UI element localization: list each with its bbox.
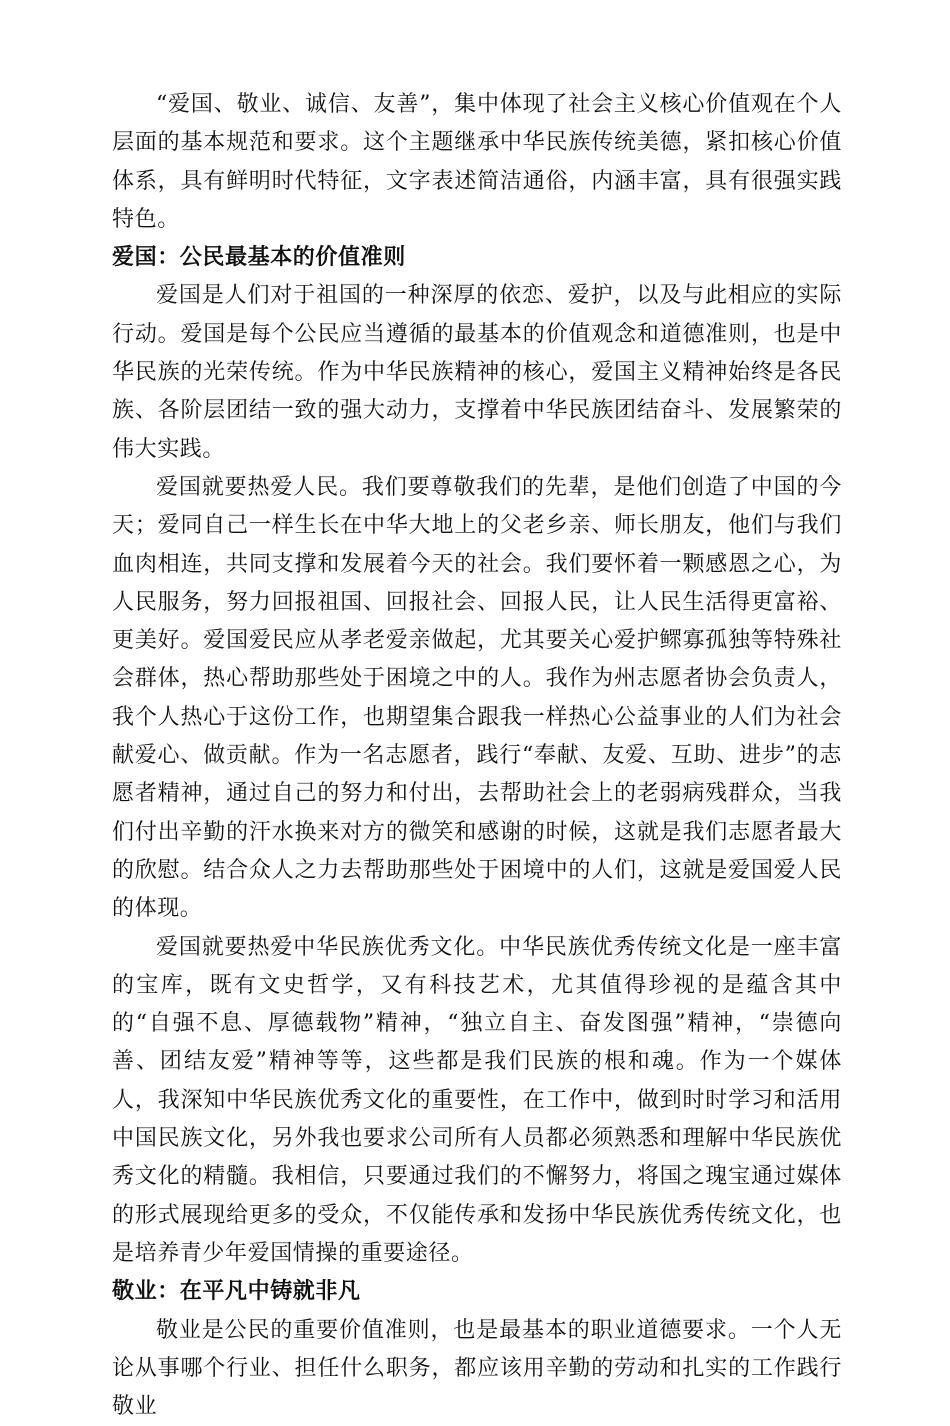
patriotism-paragraph-2: 爱国就要热爱人民。我们要尊敬我们的先辈，是他们创造了中国的今天；爱同自己一样生长在中华大地上的父老乡亲、师长朋友，他们与我们血肉相连，共同支撑和发展着今天的社会。我们要怀着一颗感恩之心，为人民服务，努力回报祖国、回报社会、回报人民，让人民生活得更富裕、更美好。爱国爱民应从孝老爱亲做起，尤其要关心爱护鳏寡孤独等特殊社会群体，热心帮助那些处于困境之中的人。我作为州志愿者协会负责人，我个人热心于这份工作，也期望集合跟我一样热心公益事业的人们为社会献爱心、做贡献。作为一名志愿者，践行“奉献、友爱、互助、进步”的志愿者精神，通过自己的努力和付出，去帮助社会上的老弱病残群众，当我们付出辛勤的汗水换来对方的微笑和感谢的时候，这就是我们志愿者最大的欣慰。结合众人之力去帮助那些处于困境中的人们，这就是爱国爱人民的体现。 <box>112 469 842 929</box>
patriotism-paragraph-3: 爱国就要热爱中华民族优秀文化。中华民族优秀传统文化是一座丰富的宝库，既有文史哲学，又有科技艺术，尤其值得珍视的是蕴含其中的“自强不息、厚德载物”精神，“独立自主、奋发图强”精神，“崇德向善、团结友爱”精神等等，这些都是我们民族的根和魂。作为一个媒体人，我深知中华民族优秀文化的重要性，在工作中，做到时时学习和活用中国民族文化，另外我也要求公司所有人员都必须熟悉和理解中华民族优秀文化的精髓。我相信，只要通过我们的不懈努力，将国之瑰宝通过媒体的形式展现给更多的受众，不仅能传承和发扬中华民族优秀传统文化，也是培养青少年爱国情操的重要途径。 <box>112 929 842 1274</box>
intro-paragraph: “爱国、敬业、诚信、友善”，集中体现了社会主义核心价值观在个人层面的基本规范和要求。这个主题继承中华民族传统美德，紧扣核心价值体系，具有鲜明时代特征，文字表述简洁通俗，内涵丰富，具有很强实践特色。 <box>112 86 842 239</box>
section-heading-dedication: 敬业：在平凡中铸就非凡 <box>112 1273 842 1311</box>
document-page <box>112 86 842 1426</box>
patriotism-paragraph-1: 爱国是人们对于祖国的一种深厚的依恋、爱护，以及与此相应的实际行动。爱国是每个公民应当遵循的最基本的价值观念和道德准则，也是中华民族的光荣传统。作为中华民族精神的核心，爱国主义精神始终是各民族、各阶层团结一致的强大动力，支撑着中华民族团结奋斗、发展繁荣的伟大实践。 <box>112 277 842 468</box>
section-heading-patriotism: 爱国：公民最基本的价值准则 <box>112 239 842 277</box>
dedication-paragraph-1: 敬业是公民的重要价值准则，也是最基本的职业道德要求。一个人无论从事哪个行业、担任什么职务，都应该用辛勤的劳动和扎实的工作践行敬业 <box>112 1312 842 1426</box>
